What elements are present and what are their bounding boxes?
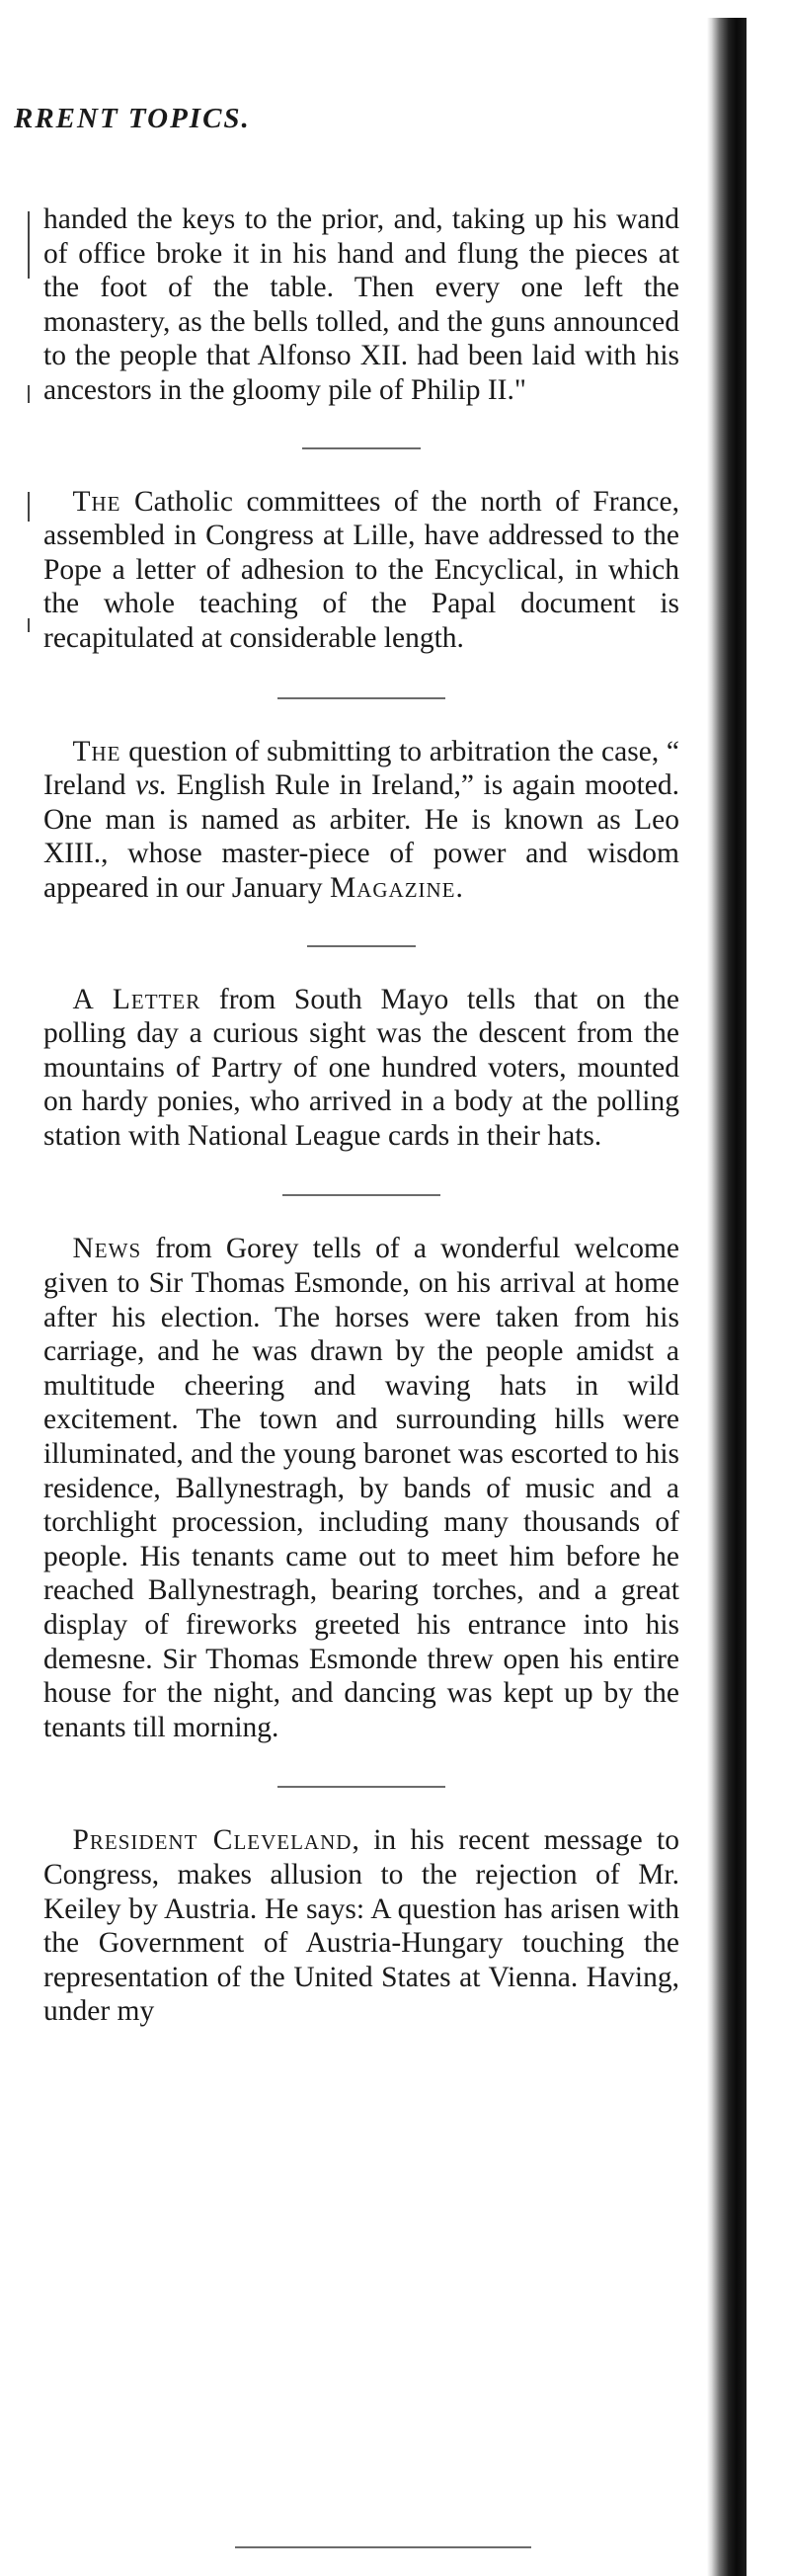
section-divider bbox=[277, 1786, 445, 1788]
paragraph-arbitration bbox=[43, 735, 679, 906]
magazine-name: Magazine bbox=[329, 871, 456, 904]
section-divider bbox=[282, 1194, 440, 1196]
paragraph-text: from South Mayo tells that on the polling day a curious sight was the descent from the mountains of Partry of one hundred voters, mounted on hardy ponies, who arrived in a body at the polling station with National League cards in their hats. bbox=[43, 983, 679, 1152]
section-divider bbox=[277, 697, 445, 699]
running-head: RRENT TOPICS. bbox=[14, 103, 251, 134]
margin-mark bbox=[28, 492, 30, 522]
section-divider bbox=[302, 447, 421, 449]
paragraph-lead: The bbox=[72, 485, 121, 518]
paragraph-lead: President Cleveland bbox=[72, 1824, 353, 1857]
paragraph-text: Catholic committees of the north of France, assembled in Congress at Lille, have addressed to the Pope a letter of adhesion to the Encyclical, in which the whole teaching of the Papal document is recapitulated at considerable length. bbox=[43, 485, 679, 654]
margin-mark bbox=[28, 618, 30, 632]
page-bottom-rule bbox=[235, 2546, 531, 2548]
paragraph-text: handed the keys to the prior, and, taking up his wand of office broke it in his hand and flung the pieces at the foot of the table. Then every one left the monastery, as the bells tolled, and the guns announced to the people that Alfonso XII. had been laid with his ancestors in the gloomy pile of Philip II." bbox=[43, 203, 679, 406]
paragraph-text: . bbox=[455, 871, 463, 904]
paragraph-lead: A Letter bbox=[72, 983, 201, 1015]
paragraph-south-mayo bbox=[43, 983, 679, 1154]
page-edge bbox=[747, 0, 787, 2576]
paragraph-lille bbox=[43, 485, 679, 656]
paragraph-italic: vs. bbox=[135, 769, 168, 802]
section-divider bbox=[307, 945, 416, 947]
margin-mark bbox=[28, 211, 30, 279]
paragraph-cleveland bbox=[43, 1823, 679, 2029]
paragraph-gorey bbox=[43, 1232, 679, 1744]
margin-mark bbox=[28, 385, 30, 403]
paragraph-text: , in his recent message to Congress, makes allusion to the rejection of Mr. Keiley by Austria. He says: A question has arisen with the Government of Austria-Hungary touching the representation of the United States at Vienna. Having, under my bbox=[43, 1824, 679, 2028]
book-gutter-shadow bbox=[707, 18, 747, 2576]
paragraph-text: question of submitting to arbitration the case, “ Ireland bbox=[43, 735, 679, 802]
paragraph-alfonso bbox=[43, 202, 679, 408]
paragraph-lead: The bbox=[72, 735, 121, 767]
paragraph-text: English Rule in Ireland,” is again mooted. One man is named as arbiter. He is known as Leo XIII., whose master-piece of power and wisdom appeared in our January bbox=[43, 769, 680, 904]
paragraph-text: from Gorey tells of a wonderful welcome given to Sir Thomas Esmonde, on his arrival at home after his election. The horses were taken from his carriage, and he was drawn by the people amidst a multitude cheering and waving hats in wild excitement. The town and surrounding hills were illuminated, and the young baronet was escorted to his residence, Ballynestragh, by bands of music and a torchlight procession, including many thousands of people. His tenants came out to meet him before he reached Ballynestragh, bearing torches, and a great display of fireworks greeted his entrance into his demesne. Sir Thomas Esmonde threw open his entire house for the night, and dancing was kept up by the tenants till morning. bbox=[43, 1233, 679, 1743]
text-column bbox=[43, 202, 679, 2029]
paragraph-lead: News bbox=[72, 1233, 142, 1265]
